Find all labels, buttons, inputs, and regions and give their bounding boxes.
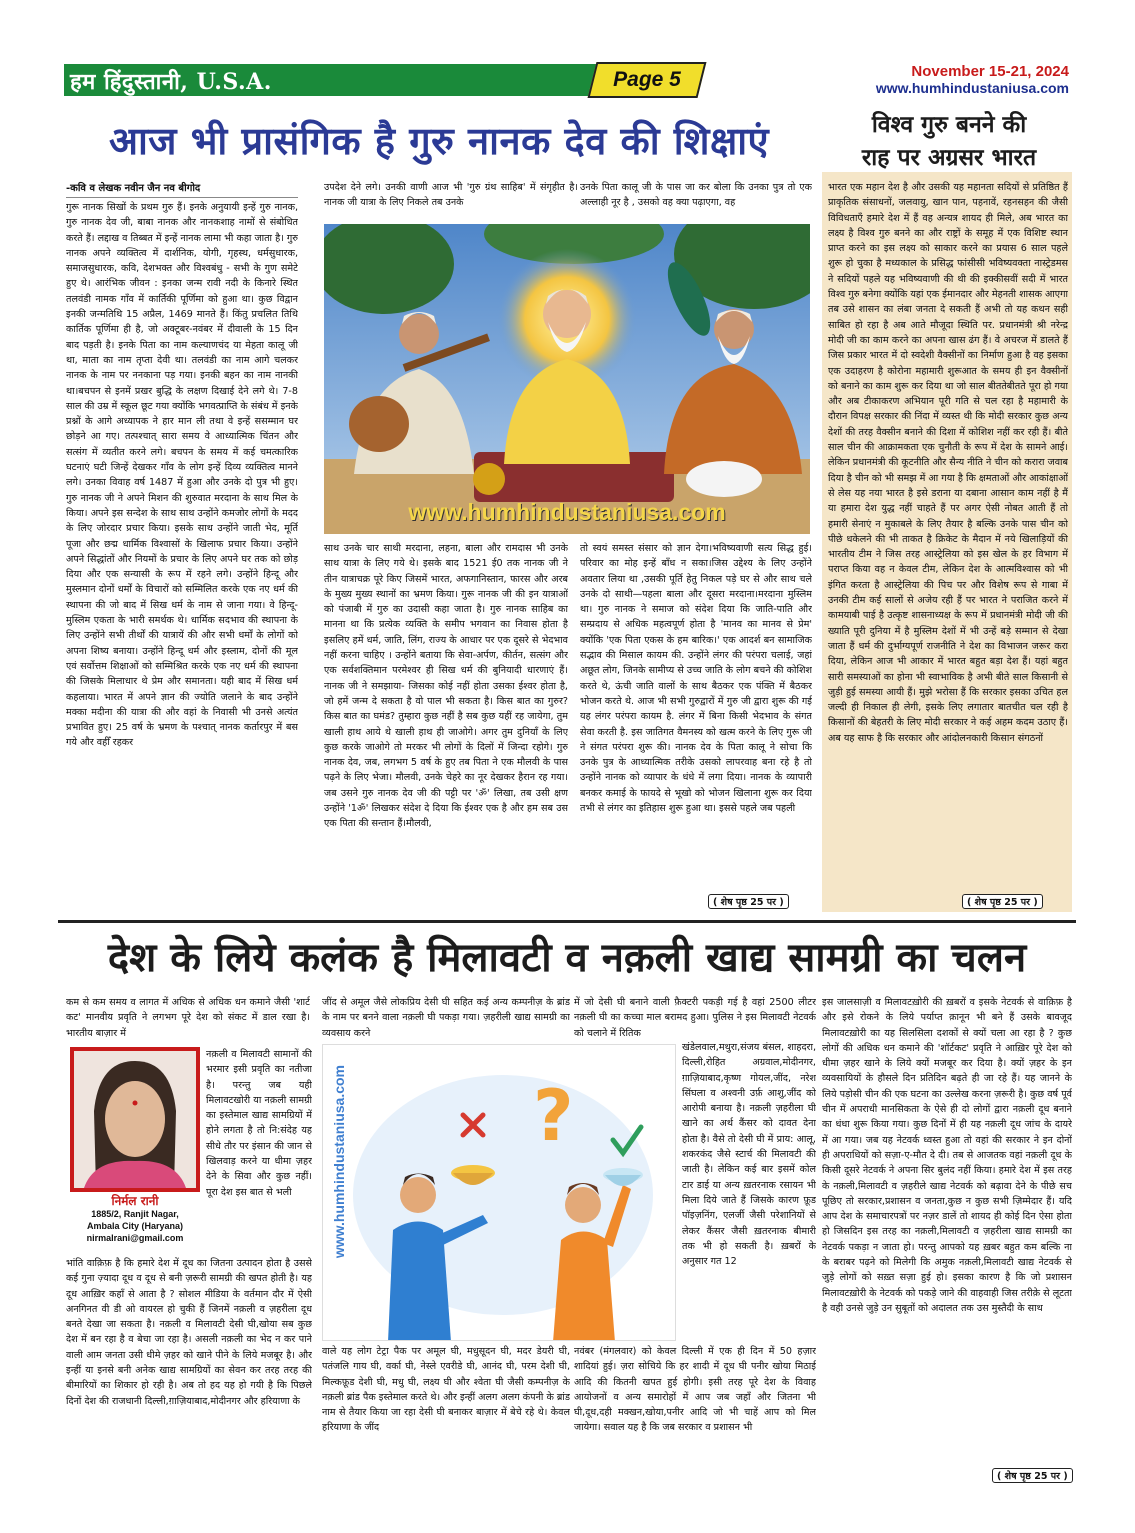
article1-headline: आज भी प्रासंगिक है गुरु नानक देव की शिक्षाएं [108, 118, 770, 163]
article2-column-3-top: में जो देसी घी बनाने वाली फ़ैक्टरी पकड़ी गई है वहां 2500 लीटर नक़ली घी का कच्चा माल बरामद हुआ। पुलिस ने इस मिलावटी नेटवर्क को चलाने में रितिक [574, 997, 816, 1039]
illustration-watermark: www.humhindustaniusa.com [331, 1065, 347, 1259]
sidebar-text: भारत एक महान देश है और उसकी यह महानता सदियों से प्रतिष्ठित हैं प्राकृतिक संसाधनों, जलवायु, खान पान, पहनावें, रहनसहन की जैसी विविधताएँ हमारे देश में हैं वह अन्यत्र शायद ही मिले, अब भारत का लक्ष्य है विश्व गुरु बनने का और राष्ट्रों के समूह में एक विशिष्ट स्थान प्राप्त करने का इस लक्ष्य को साकार करने का प्रयास 6 साल पहले शुरू हो चुका है मध्यकाल के प्रसिद्ध फांसीसी भविष्यवक्ता नास्ट्रेडमस ने सदियों पहले यह भविष्यवाणी की थी की इक्कीसवीं सदी में भारत विश्व गुरु बनेगा क्योंकि यहां एक ईमानदार और मेहनती शासक आएगा तब उसे शासन का लंबा जनता दे सकती हैं अभी तो यह कथन सही साबित हो रहा है अब आते मौजूदा स्थिति पर. प्रधानमंत्री श्री नरेन्द्र मोदी जी का काम करने का अपना खास ढंग हैं। वे अचरज में डालते हैं जिस प्रकार भारत में दो स्वदेशी वैक्सीनों का निर्माण हुआ है वह इसका एक उदाहरण है कोरोना महामारी शुरूआत के समय ही इन वैक्सीनों को बनाने का काम शुरू कर दिया था जो साल बीततेबीतते पूरा हो गया और अब टीकाकरण अभियान पूरी गति से चल रहा है महामारी के दौरान विपक्ष सरकार की निंदा में व्यस्त थी कि मोदी सरकार कुछ अन्य देशों की तरह वैक्सीन बनाने की दिशा में कोशिश नहीं कर रही हैं। बीते साल चीन की आक्रामकता एक चुनौती के रूप में देश के सामने आई। लेकिन प्रधानमंत्री की कूटनीति और सैन्य नीति ने चीन को करारा जवाब दिया है चीन को भी समझ में आ गया है कि क्षमताओं और आकांक्षाओं से लेस यह नया भारत है इसे डराना या दबाना आसान काम नहीं है मैं या हमारा देश युद्ध नहीं चाहते हैं पर अगर ऐसी नोबत आती हैं तो हमारी सेनाएं न मुकाबले के लिए तैयार है बल्कि उनके पास चीन को पीछे धकेलने की भी ताकत है क्रिकेट के मैदान में नये खिलाड़ियों की भारतीय टीम ने जिस तरह आस्ट्रेलिया को इस खेल के हर विभाग में पराप्त किया वह न केवल टीम, लेकिन देश के आत्मविश्वास को भी इंगित करता है आस्ट्रेलिया की पिच पर और विशेष रूप से गाबा में उनकी टीम कई सालों से अजेय रही हैं पर भारत ने पराजित करने में कामयाबी पाई है उत्कृष्ट शासनाध्यक्ष के रूप में प्रधानमंत्री मोदी जी की ख्याति पूरी दुनिया में है मुस्लिम देशों में भी उन्हें बड़े सम्मान से देखा जाता हैं धर्म की दुर्भाग्यपूर्ण राजनीति ने देश का विभाजन जरूर करा दिया, लेकिन आज भी आकार में भारत बहुत बड़ा देश हैं। यहां बहुत सारी समस्याओं का होना भी स्वाभाविक है अभी बीते साल किसानी से जुड़ी हुई समस्या आयी हैं। मुझे भरोसा हैं कि सरकार इसका उचित हल जल्दी ही निकाल ही लेगी, इसके लिए लगातार बातचीत चल रही है किसानों की बेहतरी के लिए मोदी सरकार ने कई अहम कदम उठाए हैं। अब यह साफ है कि सरकार और आंदोलनकारी किसान संगठनों [828, 182, 1068, 744]
painting-watermark: www.humhindustaniusa.com [408, 499, 726, 525]
article1-byline: -कवि व लेखक नवीन जैन नव बीगोद [66, 180, 298, 198]
author-name: निर्मल रानी [111, 1194, 159, 1208]
article2-column-3: नवंबर (मंगलवार) को केवल दिल्ली में एक ही दिन में 50 हज़ार शादियां हुई। ज़रा सोचिये कि हर शादी में दूध घी पनीर खोया मिठाई आदि की कितनी खपत हुई होगी। इसी तरह पूरे देश के विवाह आयोजनों व अन्य समारोहों में आप जब जहाँ और जितना भी घी,दूध,दही मक्खन,खोया,पनीर आदि जो भी चाहें आप को मिल जायेगा। सवाल यह है कि जब सरकार व प्रशासन भी [574, 1346, 816, 1434]
svg-text:?: ? [533, 1075, 574, 1157]
sidebar-headline [827, 108, 1071, 178]
page-number: Page 5 [613, 68, 681, 91]
author-email[interactable]: nirmalrani@gmail.com [86, 1233, 184, 1243]
issue-date: November 15-21, 2024 [911, 63, 1069, 80]
painting-illustration [324, 224, 810, 534]
article1-column-2: साथ उनके चार साथी मरदाना, लहना, बाला और रामदास भी उनके साथ यात्रा के लिए गये थे। इसके बाद 1521 ई0 तक नानक जी ने तीन यात्राचक्र पूरे किए जिसमें भारत, अफगानिस्तान, फारस और अरब के मुख्य मुख्य स्थानों का भ्रमण किया। गुरू नानक जी की इन यात्राओं को पंजाबी में गुरु का उदासी कहा जाता है। गुरु नानक साहिब का मानना था कि प्रत्येक व्यक्ति के समीप भगवान का निवास होता है इसलिए हमें धर्म, जाति, लिंग, राज्य के आधार पर एक दूसरे से भेदभाव नहीं करना चाहिए । उन्होंने बताया कि सेवा-अर्पण, कीर्तन, सत्संग और एक सर्वशक्तिमान परमेश्वर ही सिख धर्म की बुनियादी धारणाएं हैं। नानक जी ने समझाया- जिसका कोई नहीं होता उसका ईश्वर होता है, जो हमें जन्म दे सकता है वो पाल भी सकता है। किस बात का गुरुर? किस बात का घमंड? तुम्हारा कुछ नहीं है सब कुछ यहीं रह जायेगा, तुम खाली हाथ आये थे खाली हाथ ही जाओगे। अगर तुम दुनियाँ के लिए कुछ करके जाओगे तो मरकर भी लोगों के दिलों में जिन्दा रहोगे। गुरु नानक देव, जब, लगभग 5 वर्ष के हुए तब पिता ने एक मौलवी के पास पढ़ने के लिए भेजा। मौलवी, उनके चेहरे का नूर देखकर हैरान रह गया। जब उसने गुरु नानक देव जी की पट्टी पर 'ॐ' लिखा, तब उसी क्षण उन्होंने '1ॐ' लिखकर संदेश दे दिया कि ईश्वर एक है और हम सब उस एक पिता की सन्तान हैं।मौलवी, [324, 543, 568, 830]
website-link[interactable]: www.humhindustaniusa.com [875, 80, 1069, 96]
article2-column-1: भांति वाक़िफ़ है कि हमारे देश में दूध का जितना उत्पादन होता है उससे कई गुना ज़्यादा दूध व दूध से बनी ज़रूरी सामग्री की खपत होती है। यह दूध आख़िर कहाँ से आता है ? सोशल मीडिया के वर्तमान दौर में ऐसी अनगिनत वी डी ओ वायरल हो चुकी हैं जिनमें नक़ली व ज़हरीला दूध बनते देखा जा सकता है। नक़ली व मिलावटी देसी घी,खोया सब कुछ देश में बन रहा है व बेचा जा रहा है। असली नक़ली का भेद न कर पाने वाली आम जनता उसी धीमे ज़हर को खाने पीने के लिये मजबूर है। और इन्हीं या इनसे बनी अनेक खाद्य सामग्रियों का सेवन कर तरह तरह की बीमारियों का शिकार हो रही है। अब तो हद यह हो गयी है कि पिछले दिनों देश की राजधानी दिल्ली,ग़ाज़ियाबाद,मोदीनगर और हरियाणा के [66, 1258, 312, 1407]
masthead [44, 60, 1079, 100]
section-divider [58, 920, 1076, 923]
article2-column-3-side: खंडेलवाल,मथुरा,संजय बंसल, शाहदरा, दिल्ली,रोहित अग्रवाल,मोदीनगर, ग़ाज़ियाबाद,कृष्ण गोयल,जींद, नरेश सिंघला व अश्वनी उर्फ़ आशु,जींद को आरोपी बनाया है। नक़ली ज़हरीला घी खाने का अर्थ कैंसर को दावत देना होता है। वैसे तो देसी घी में प्राय: आलू, शकरकंद जैसे स्टार्च की मिलावटी की जाती है। लेकिन कई बार इसमें कोल टार डाई या अन्य ख़तरनाक रसायन भी मिला दिये जाते हैं जिसके कारण फ़ूड पॉइज़निंग, एलर्जी जैसी परेशानियों से लेकर कैंसर जैसी ख़तरनाक बीमारी तक भी हो सकती है। ख़बरों के अनुसार गत 12 [682, 1042, 816, 1268]
page-number-tag [588, 62, 707, 98]
author-portrait [74, 1051, 196, 1188]
author-contact [70, 1208, 200, 1244]
sidebar-headline-line2: राह पर अग्रसर भारत [861, 144, 1037, 171]
sidebar-continued-note: ( शेष पृष्ठ 25 पर ) [962, 894, 1043, 909]
masthead-bar [64, 64, 624, 96]
author-photo [70, 1047, 200, 1192]
article2-column-2: वाले यह लोग टेट्रा पैक पर अमूल घी, मधुसूदन घी, मदर डेयरी घी, पतंजलि गाय घी, वर्का घी, नेस्ले एवरीडे घी, आनंद घी, परम देशी घी, मिल्कफ़ूड देशी घी, मधु घी, लक्ष्य घी और श्वेता घी जैसी कम्पनीज़ के नक़ली ब्रांड पैक इस्तेमाल करते थे। और इन्हीं अलग अलग कंपनी के ब्रांड नाम से तैयार किया जा रहा देसी घी बनाकर बाज़ार में बेचे रहे थे। केवल हरियाणा के जींद [322, 1346, 570, 1434]
article2-column-2-top: जींद से अमूल जैसे लोकप्रिय देसी घी सहित कई अन्य कम्पनीज़ के ब्रांड के नाम पर बनने वाला नक़ली घी पकड़ा गया। ज़हरीली खाद्य सामग्री का व्यवसाय करने [322, 997, 570, 1039]
article1-column-3-top: उनके पिता कालू जी के पास जा कर बोला कि उनका पुत्र तो एक अल्लाही नूर है , उसको वह क्या पढ़ाएगा, वह [580, 182, 812, 209]
article2-column-1-top: कम से कम समय व लागत में अधिक से अधिक धन कमाने जैसी 'शार्ट कट' मानवीय प्रवृति ने लगभग पूरे देश को संकट में डाल रखा है। भारतीय बाज़ार में [66, 997, 310, 1039]
article1-column-2-top: उपदेश देने लगे। उनकी वाणी आज भी 'गुरु ग्रंथ साहिब' में संगृहीत है। नानक जी यात्रा के लिए निकले तब उनके [324, 182, 578, 209]
article2-headline: देश के लिये कलंक है मिलावटी व नक़ली खाद्य सामग्री का चलन [107, 934, 1027, 981]
article2-column-4: इस जालसाज़ी व मिलावटख़ोरी की ख़बरों व इसके नेटवर्क से वाक़िफ़ है और इसे रोकने के लिये पर्याप्त क़ानून भी बने हैं उसके बावजूद मिलावटख़ोरी का यह सिलसिला दशकों से क्यों चला आ रहा है ? कुछ लोगों की अधिक धन कमाने की 'शॉर्टकट' प्रवृति ने आख़िर पूरे देश को धीमा ज़हर खाने के लिये क्यों मजबूर कर दिया है। क्यों ज़हर के इन व्यवसायियों के हौसले दिन प्रतिदिन बढ़ते ही जा रहे हैं। यह जानने के लिये पड़ोसी चीन की एक घटना का उल्लेख करना ज़रूरी है। कुछ वर्ष पूर्व चीन में अपराधी मानसिकता के ऐसे ही दो लोगों द्वारा नक़ली दूध बनाने का धंधा शुरू किया गया। कुछ दिनों में ही यह नक़ली दूध जांच के दायरे में आ गया। जब यह नेटवर्क ध्वस्त हुआ तो वहां की सरकार ने इन दोनों ही अपराधियों को सज़ा-ए-मौत दे दी। तब से आजतक वहां नक़ली दूध के किसी दूसरे नेटवर्क ने अपना सिर बुलंद नहीं किया। हमारे देश में इस तरह के नक़ली,मिलावटी व ज़हरीले खाद्य नेटवर्क को बढ़ावा देने के पीछे सच पूछिए तो सरकार,प्रशासन व जनता,कुछ न कुछ सभी ज़िम्मेदार हैं। यदि आप देश के समाचारपत्रों पर नज़र डालें तो शायद ही कोई दिन ऐसा होता हो जिसदिन इस तरह का नक़ली,मिलावटी व ज़हरीला खाद्य सामग्री का नेटवर्क पकड़ा न जाता हो। परन्तु आपको यह ख़बर बहुत कम बल्कि ना के बराबर पढ़ने को मिलेगी कि अमुक नक़ली,मिलावटी खाद्य नेटवर्क से जुड़े लोगों को सख़्त सज़ा हुई हो। इसका कारण है कि जो प्रशासन मिलावटख़ोरी के नेटवर्क को पकड़े जाने की वाहवाही जिस तरीक़े से लूटता है वही उनसे जुड़े उन सुबूतों को अदालत तक उस मुस्तैदी के साथ [822, 997, 1072, 1314]
article1-continued-note: ( शेष पृष्ठ 25 पर ) [708, 894, 789, 909]
sidebar-headline-line1: विश्व गुरु बनने की [871, 111, 1027, 138]
guru-nanak-painting [324, 224, 810, 534]
article1-column-1: गुरू नानक सिखों के प्रथम गुरु हैं। इनके अनुयायी इन्हें गुरु नानक, गुरु नानक देव जी, बाबा नानक और नानकशाह नामों से संबोधित करते हैं। लद्दाख व तिब्बत में इन्हें नानक लामा भी कहा जाता है। गुरु नानक अपने व्यक्तित्व में दार्शनिक, योगी, गृहस्थ, धर्मसुधारक, समाजसुधारक, कवि, देशभक्त और विश्वबंधु - सभी के गुण समेटे हुए थे। आरंभिक जीवन : इनका जन्म रावी नदी के किनारे स्थित तलवंडी नामक गाँव में कार्तिकी पूर्णिमा को हुआ था। कुछ विद्वान इनकी जन्मतिथि 15 अप्रैल, 1469 मानते हैं। किंतु प्रचलित तिथि कार्तिक पूर्णिमा ही है, जो अक्टूबर-नवंबर में दीवाली के 15 दिन बाद पड़ती है। इनके पिता का नाम कल्याणचंद या मेहता कालू जी था, माता का नाम तृप्ता देवी था। तलवंडी का नाम आगे चलकर नानक के नाम पर ननकाना पड़ गया। इनकी बहन का नाम नानकी था।बचपन से इनमें प्रखर बुद्धि के लक्षण दिखाई देने लगे थे। 7-8 साल की उम्र में स्कूल छूट गया क्योंकि भगवत्प्राप्ति के संबंध में इनके प्रश्नों के आगे अध्यापक ने हार मान ली तथा वे इन्हें ससम्मान घर छोड़ने आ गए। तत्पश्चात् सारा समय वे आध्यात्मिक चिंतन और सत्संग में व्यतीत करने लगे। बचपन के समय में कई चमत्कारिक घटनाएं घटी जिन्हें देखकर गाँव के लोग इन्हें दिव्य व्यक्तित्व मानने लगे। उनका विवाह वर्ष 1487 में हुआ और उनके दो पुत्र भी हुए। गुरु नानक जी ने अपने मिशन की शुरुवात मरदाना के साथ मिल के किया। अपने इस सन्देश के साथ साथ उन्होंने कमजोर लोगों के मदद के लिए जोरदार प्रचार किया। इसके साथ उन्होंने जाती भेद, मूर्ति पूजा और छद्म धार्मिक विश्वासों के खिलाफ प्रचार किया। उन्होंने अपने सिद्धांतों और नियमों के प्रचार के लिए अपने घर तक को छोड़ दिया और एक सन्यासी के रूप में रहने लगे। उन्होंने हिन्दू और मुस्लमान दोनों धर्मों के विचारों को सम्मिलित करके एक नए धर्म की स्थापना की जो बाद में सिख धर्म के नाम से जाना गया। वे हिन्दू-मुस्लिम एकता के भारी समर्थक थे। धार्मिक सदभाव की स्थापना के लिए उन्होंने सभी तीर्थों की यात्रायें की और सभी धर्मों के लोगों को अपना शिष्य बनाया। उन्होंने हिन्दू धर्म और इस्लाम, दोनों की मूल एवं सर्वोत्तम शिक्षाओं को सम्मिश्रित करके एक नए धर्म की स्थापना की जिसके मिलाधार थे प्रेम और समानता। यही बाद में सिख धर्म कहलाया। भारत में अपने ज्ञान की ज्योति जलाने के बाद उन्होंने मक्का मदीना की यात्रा की और वहां के निवासी भी उनसे अत्यंत प्रभावित हुए। 25 वर्ष के भ्रमण के पश्चात् नानक कर्तारपुर में बस गये और वहीँ रहकर [66, 202, 298, 749]
author-address-line2: Ambala City (Haryana) [86, 1221, 184, 1231]
masthead-info [876, 63, 1069, 96]
illustration-graphic [323, 1045, 676, 1341]
paper-name: हम हिंदुस्तानी, U.S.A. [70, 69, 272, 95]
author-address-line1: 1885/2, Ranjit Nagar, [91, 1209, 179, 1219]
author-photo-image [74, 1051, 196, 1188]
food-choice-illustration [322, 1044, 676, 1341]
article2-continued-note: ( शेष पृष्ठ 25 पर ) [992, 1468, 1073, 1483]
article2-column-1-side: नक़ली व मिलावटी सामानों की भरमार इसी प्रवृति का नतीजा है। परन्तु जब यही मिलावटखोरी या नक़ली सामग्री का इस्तेमाल खाद्य सामग्रियों में होने लगता है तो नि:संदेह यह सीधे तौर पर इंसान की जान से खिलवाड़ करने या धीमा ज़हर देने के सिवा और कुछ नहीं। पूरा देश इस बात से भली [206, 1049, 312, 1198]
article1-column-3: तो स्वयं समस्त संसार को ज्ञान देगा।भविष्यवाणी सत्य सिद्ध हुई। परिवार का मोह इन्हें बाँध न सका।जिस उद्देश्य के लिए उन्होंने अवतार लिया था ,उसकी पूर्ति हेतु निकल पड़े घर से और साथ चले उनके दो साथी—पहला बाला और दूसरा मरदाना।मरदाना मुस्लिम था। गुरु नानक ने समाज को संदेश दिया कि जाति-पाति और सम्प्रदाय से अधिक महत्वपूर्ण होता है 'मानव का मानव से प्रेम' क्योंकि 'एक पिता एकस के हम बारिक।' एक आदर्श बन सामाजिक सद्भाव की मिसाल कायम की. उन्होंने लंगर की परंपरा चलाई, जहां अछूत लोग, जिनके सामीप्य से उच्च जाति के लोग बचने की कोशिश करते थे, ऊंची जाति वालों के साथ बैठकर एक पंक्ति में बैठकर भोजन करते थे. आज भी सभी गुरुद्वारों में गुरु जी द्वारा शुरू की गई यह लंगर परंपरा कायम है. लंगर में बिना किसी भेदभाव के संगत सेवा करती है. इस जातिगत वैमनस्य को खत्म करने के लिए गुरू जी ने संगत परंपरा शुरू की। नानक देव के पिता कालू ने सोचा कि उनके पुत्र के आध्यात्मिक तरीके उसको लापरवाह बना रहे है तो उन्होंने नानक को व्यापार के धंधे में लगा दिया। नानक के व्यापारी बनकर कमाई के फायदे से भूखो को भोजन खिलाना शुरू कर दिया तभी से लंगर का इतिहास शुरू हुआ था। इससे पहले जब पहली [580, 543, 812, 815]
